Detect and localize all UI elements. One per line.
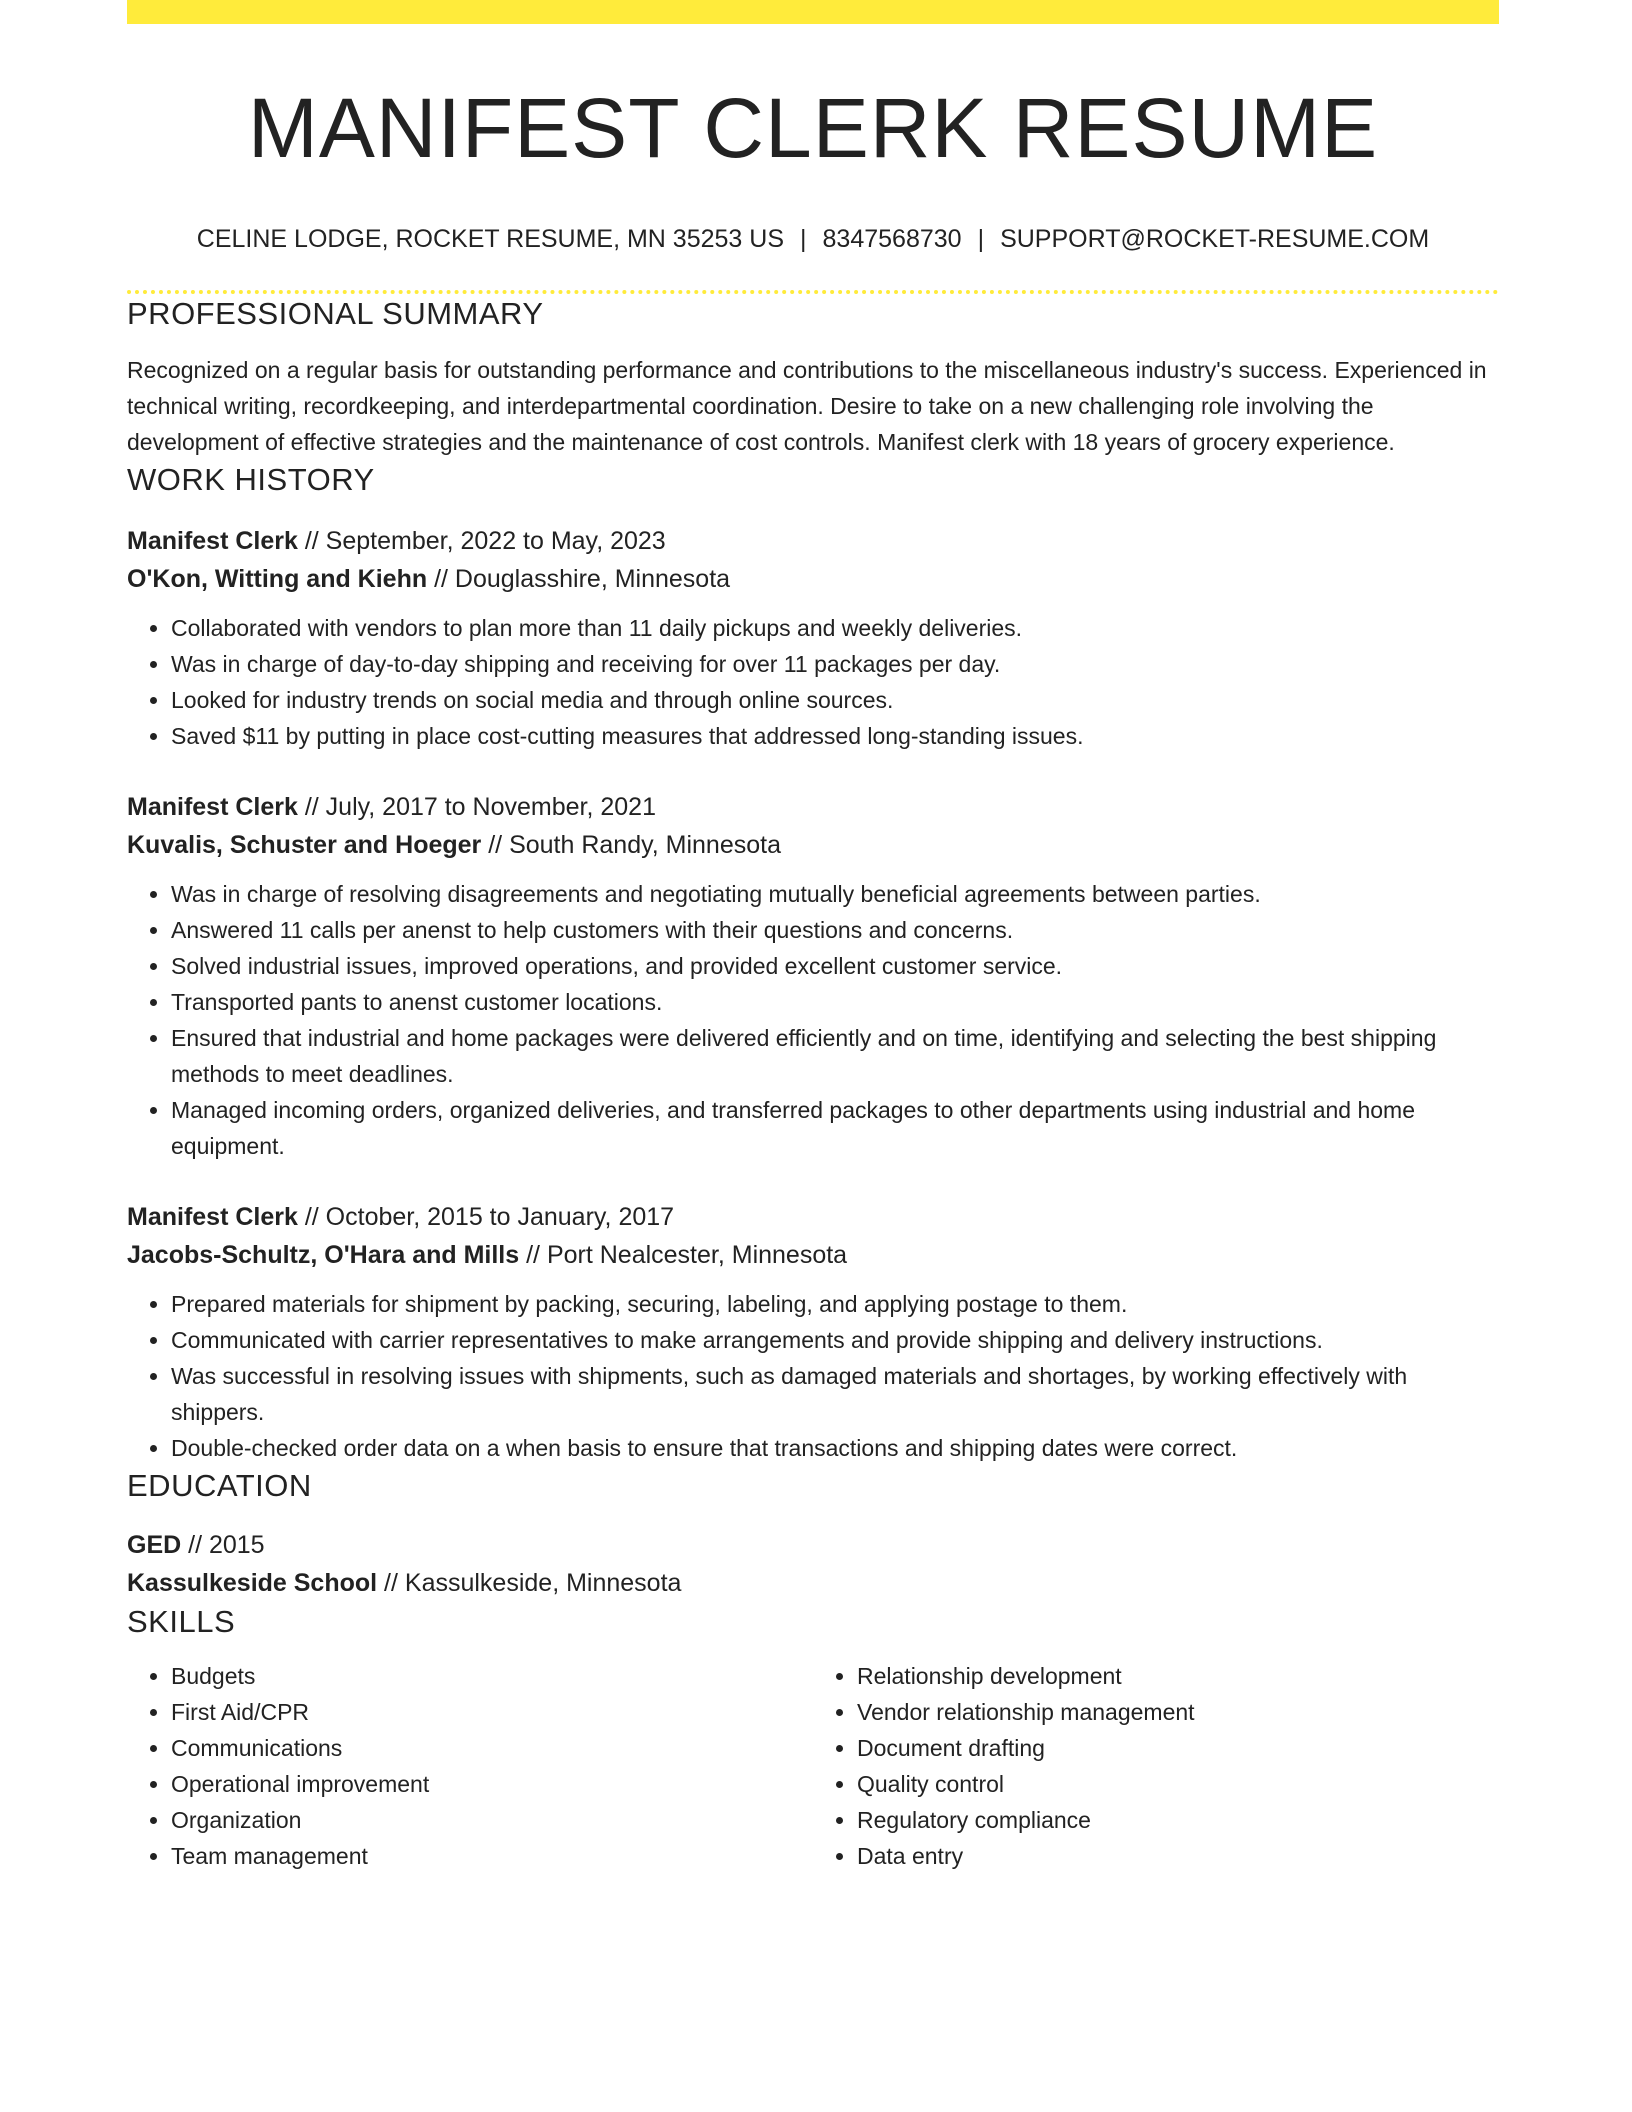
resume-page (127, 0, 1499, 1874)
list-item: • Was successful in resolving issues with shipments, such as damaged materials and shortages, by working effectively with shippers. (171, 1358, 1499, 1430)
resume-title: MANIFEST CLERK RESUME (247, 81, 1379, 175)
job-company: Jacobs-Schultz, O'Hara and Mills (127, 1241, 520, 1269)
list-item: • Was in charge of resolving disagreements and negotiating mutually beneficial agreements between parties. (171, 876, 1499, 912)
list-item: • Document drafting (857, 1730, 1499, 1766)
list-item: • Managed incoming orders, organized deliveries, and transferred packages to other departments using industrial and home equipment. (171, 1092, 1499, 1164)
list-item: • Operational improvement (171, 1766, 813, 1802)
job-location: // South Randy, Minnesota (481, 831, 781, 859)
job-company: O'Kon, Witting and Kiehn (127, 565, 428, 593)
skills-columns (127, 1658, 1499, 1874)
list-item: • Quality control (857, 1766, 1499, 1802)
list-item: • Regulatory compliance (857, 1802, 1499, 1838)
list-item: • Vendor relationship management (857, 1694, 1499, 1730)
education-location: // Kassulkeside, Minnesota (377, 1569, 682, 1597)
section-title-work-history: WORK HISTORY (127, 462, 375, 497)
job-location: // Port Nealcester, Minnesota (519, 1241, 848, 1269)
job-dates: // July, 2017 to November, 2021 (297, 793, 656, 821)
list-item: • Was in charge of day-to-day shipping and receiving for over 11 packages per day. (171, 646, 1499, 682)
job-dates: // October, 2015 to January, 2017 (297, 1203, 675, 1231)
contact-address: CELINE LODGE, ROCKET RESUME, MN 35253 US (196, 225, 785, 253)
job-company-line (127, 1236, 1499, 1274)
list-item: • Looked for industry trends on social media and through online sources. (171, 682, 1499, 718)
job-role-line (127, 788, 1499, 826)
list-item: • First Aid/CPR (171, 1694, 813, 1730)
top-accent-bar (127, 0, 1499, 24)
list-item: • Ensured that industrial and home packages were delivered efficiently and on time, identifying and selecting the best shipping methods to meet deadlines. (171, 1020, 1499, 1092)
job-role: Manifest Clerk (127, 1203, 298, 1231)
job-bullets (127, 610, 1499, 754)
job-company-line (127, 560, 1499, 598)
job-role: Manifest Clerk (127, 793, 298, 821)
list-item: • Transported pants to anenst customer locations. (171, 984, 1499, 1020)
list-item: • Communicated with carrier representatives to make arrangements and provide shipping and delivery instructions. (171, 1322, 1499, 1358)
contact-separator: | (977, 225, 985, 253)
job-role-line (127, 522, 1499, 560)
job-company: Kuvalis, Schuster and Hoeger (127, 831, 482, 859)
list-item: • Team management (171, 1838, 813, 1874)
section-title-summary: PROFESSIONAL SUMMARY (127, 296, 544, 331)
list-item: • Saved $11 by putting in place cost-cutting measures that addressed long-standing issues. (171, 718, 1499, 754)
education-school: Kassulkeside School (127, 1569, 378, 1597)
education-degree: GED (127, 1531, 182, 1559)
list-item: • Double-checked order data on a when basis to ensure that transactions and shipping dates were correct. (171, 1430, 1499, 1466)
job-dates: // September, 2022 to May, 2023 (297, 527, 666, 555)
job-bullets (127, 1286, 1499, 1466)
section-title-education: EDUCATION (127, 1468, 312, 1503)
list-item: • Relationship development (857, 1658, 1499, 1694)
job-role-line (127, 1198, 1499, 1236)
list-item: • Communications (171, 1730, 813, 1766)
list-item: • Data entry (857, 1838, 1499, 1874)
job-entry-1 (127, 522, 1499, 754)
summary-text: Recognized on a regular basis for outstanding performance and contributions to the miscellaneous industry's success. Experienced in technical writing, recordkeeping, and interdepartmental coordination. Desire to take on a new challenging role involving the development of effective strategies and the maintenance of cost controls. Manifest clerk with 18 years of grocery experience. (127, 357, 1487, 455)
education-school-line (127, 1564, 1499, 1602)
list-item: • Solved industrial issues, improved operations, and provided excellent customer service. (171, 948, 1499, 984)
list-item: • Organization (171, 1802, 813, 1838)
job-bullets (127, 876, 1499, 1164)
section-title-skills: SKILLS (127, 1604, 236, 1639)
job-entry-3 (127, 1198, 1499, 1466)
contact-email: SUPPORT@ROCKET-RESUME.COM (1000, 225, 1430, 253)
job-location: // Douglasshire, Minnesota (427, 565, 731, 593)
education-entry (127, 1526, 1499, 1602)
list-item: • Collaborated with vendors to plan more than 11 daily pickups and weekly deliveries. (171, 610, 1499, 646)
education-year: // 2015 (181, 1531, 265, 1559)
contact-phone: 8347568730 (822, 225, 962, 253)
list-item: • Budgets (171, 1658, 813, 1694)
education-degree-line (127, 1526, 1499, 1564)
list-item: • Prepared materials for shipment by packing, securing, labeling, and applying postage to them. (171, 1286, 1499, 1322)
list-item: • Answered 11 calls per anenst to help customers with their questions and concerns. (171, 912, 1499, 948)
job-entry-2 (127, 788, 1499, 1164)
contact-line (127, 224, 1499, 254)
contact-separator: | (800, 225, 807, 253)
job-role: Manifest Clerk (127, 527, 298, 555)
skills-left-list (127, 1658, 813, 1874)
skills-right-list (813, 1658, 1499, 1874)
job-company-line (127, 826, 1499, 864)
